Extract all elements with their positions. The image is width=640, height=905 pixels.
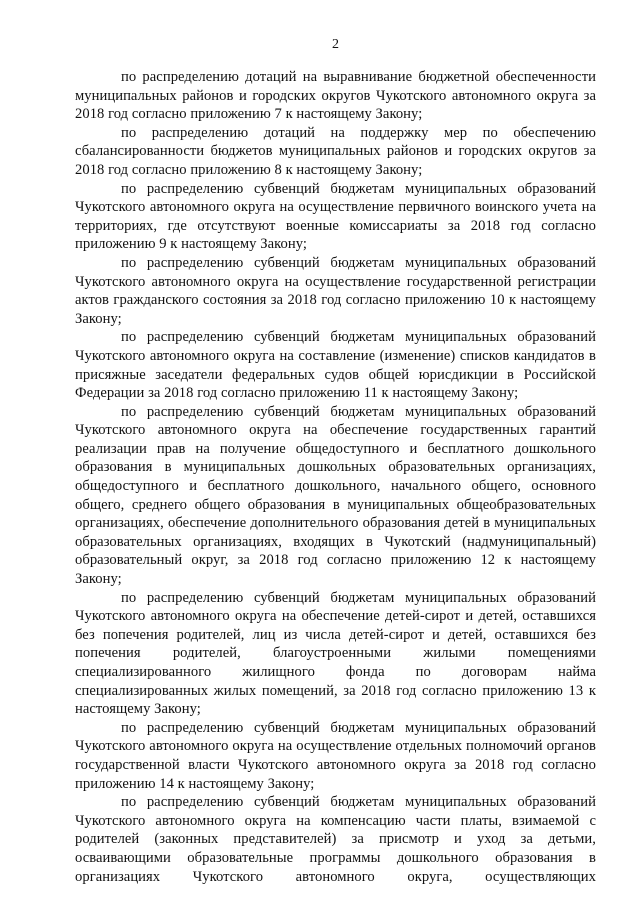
paragraph-education-guarantees: по распределению субвенций бюджетам муниципальных образований Чукотского автономного округа на обеспечение государственных гарантий реализации прав на получение общедоступного и бесплатного дошкольного образования в муниципальных дошкольных образовательных организациях, общедоступного и бесплатного дошкольного, начального общего, основного общего, среднего общего образования в муниципальных общеобразовательных организациях, обеспечение дополнительного образования детей в муниципальных образовательных организациях, входящих в Чукотский (надмуниципальный) образовательный округ, за 2018 год согласно приложению 12 к настоящему Закону; — [75, 403, 596, 588]
page-number: 2 — [332, 37, 339, 52]
paragraph-dotations-balance: по распределению дотаций на поддержку мер по обеспечению сбалансированности бюджетов муниципальных районов и городских округов за 2018 год согласно приложению 8 к настоящему Закону; — [75, 124, 596, 178]
paragraph-military-registration: по распределению субвенций бюджетам муниципальных образований Чукотского автономного округа на осуществление первичного воинского учета на территориях, где отсутствуют военные комиссариаты за 2018 год согласно приложению 9 к настоящему Закону; — [75, 180, 596, 253]
paragraph-orphans-housing: по распределению субвенций бюджетам муниципальных образований Чукотского автономного округа на обеспечение детей-сирот и детей, оставшихся без попечения родителей, лиц из числа детей-сирот и детей, оставшихся без попечения родителей, благоустроенными жилыми помещениями специализированного жилищного фонда по договорам найма специализированных жилых помещений, за 2018 год согласно приложению 13 к настоящему Закону; — [75, 589, 596, 718]
paragraph-jurors-lists: по распределению субвенций бюджетам муниципальных образований Чукотского автономного округа на составление (изменение) списков кандидатов в присяжные заседатели федеральных судов общей юрисдикции в Российской Федерации за 2018 год согласно приложению 11 к настоящему Закону; — [75, 329, 596, 402]
paragraph-separate-powers: по распределению субвенций бюджетам муниципальных образований Чукотского автономного округа на осуществление отдельных полномочий органов государственной власти Чукотского автономного округа за 2018 год согласно приложению 14 к настоящему Закону; — [75, 719, 596, 792]
paragraph-preschool-compensation: по распределению субвенций бюджетам муниципальных образований Чукотского автономного округа на компенсацию части платы, взимаемой с родителей (законных представителей) за присмотр и уход за детьми, осваивающими образовательные программы дошкольного образования в организациях Чукотского автономного округа, осуществляющих — [75, 794, 596, 885]
paragraph-civil-registration: по распределению субвенций бюджетам муниципальных образований Чукотского автономного округа на осуществление государственной регистрации актов гражданского состояния за 2018 год согласно приложению 10 к настоящему Закону; — [75, 254, 596, 327]
paragraph-dotations-equalization: по распределению дотаций на выравнивание бюджетной обеспеченности муниципальных районов и городских округов Чукотского автономного округа за 2018 год согласно приложению 7 к настоящему Закону; — [75, 69, 596, 123]
